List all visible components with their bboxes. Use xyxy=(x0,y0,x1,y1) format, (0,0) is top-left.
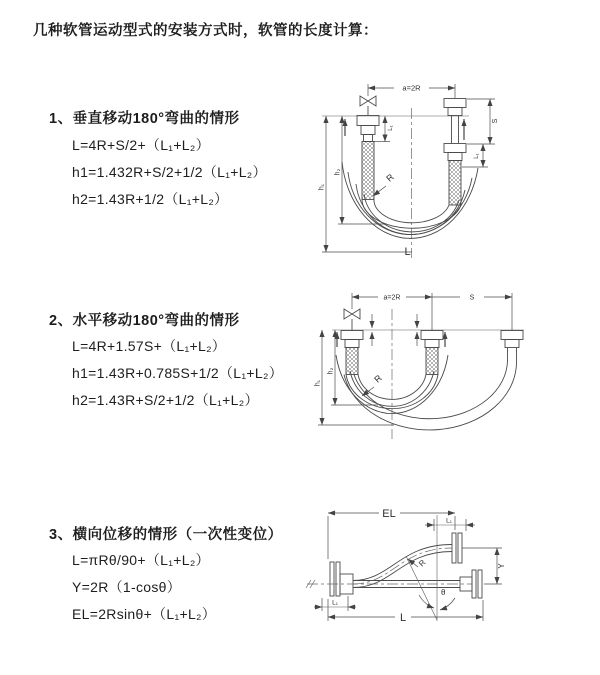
section-3-heading: 3、横向位移的情形（一次性变位） xyxy=(49,527,283,543)
angle-construction xyxy=(406,515,455,621)
dim-label-h2: h₂ xyxy=(334,168,342,176)
dimension-h1 xyxy=(315,330,395,425)
dim-label-l1-left: L₁ xyxy=(388,125,394,131)
formula-line: EL=2Rsinθ+（L₁+L₂） xyxy=(72,606,217,622)
dim-label-y: Y xyxy=(497,563,506,569)
valve-icon xyxy=(360,96,376,115)
section-1-heading: 1、垂直移动180°弯曲的情形 xyxy=(49,111,240,127)
dim-label-s: S xyxy=(469,294,475,302)
dim-label-l1-right: L₁ xyxy=(474,153,480,159)
diagram-vertical-180-bend xyxy=(312,72,584,264)
hose-end-right-displaced xyxy=(501,331,523,362)
dim-label-h1: h₁ xyxy=(314,379,322,387)
hose-braid xyxy=(362,142,374,200)
section-2-heading: 2、水平移动180°弯曲的情形 xyxy=(49,313,240,329)
dim-label-l: L xyxy=(399,612,407,624)
hose-end-right xyxy=(444,99,466,206)
hose-end-left xyxy=(357,116,379,200)
dim-label-a2r: a=2R xyxy=(402,83,421,93)
formula-line: h1=1.43R+0.785S+1/2（L₁+L₂） xyxy=(72,365,283,381)
diagram-horizontal-180-bend xyxy=(308,283,593,463)
valve-icon xyxy=(344,309,360,330)
dim-label-h1: h₁ xyxy=(318,183,326,191)
flange-left xyxy=(330,562,353,596)
dimension-l1-left xyxy=(314,596,356,611)
dimension-l1-left xyxy=(374,116,394,142)
dim-label-l1-top: L₁ xyxy=(446,517,452,525)
hose-braid xyxy=(346,348,358,375)
dim-label-l1-left: L₁ xyxy=(332,599,338,607)
dimension-a2r xyxy=(368,84,455,99)
dim-label-el: EL xyxy=(382,508,396,520)
dim-label-h2: h₂ xyxy=(327,367,335,375)
radius-callout xyxy=(362,373,384,396)
hose-end-middle xyxy=(421,331,443,375)
dim-label-s: S xyxy=(492,118,499,124)
dim-label-r: R xyxy=(384,171,396,184)
dimension-el xyxy=(328,508,455,559)
formula-line: L=4R+S/2+（L₁+L₂） xyxy=(72,137,210,153)
dim-label-r: R xyxy=(417,558,428,569)
formula-line: h2=1.43R+1/2（L₁+L₂） xyxy=(72,191,229,207)
hose-braid xyxy=(449,161,461,206)
dimension-y xyxy=(462,548,506,584)
hose-end-left xyxy=(341,331,363,375)
dimension-s xyxy=(432,293,512,330)
formula-line: L=πRθ/90+（L₁+L₂） xyxy=(72,552,210,568)
hose-braid xyxy=(426,348,438,375)
formula-line: h1=1.432R+S/2+1/2（L₁+L₂） xyxy=(72,164,267,180)
dim-label-l: L xyxy=(404,246,411,258)
dimension-l1-top xyxy=(425,518,475,532)
radius-callout xyxy=(373,172,396,196)
dim-label-r: R xyxy=(372,372,384,385)
dim-label-a2r: a=2R xyxy=(383,294,401,302)
flange-upper xyxy=(452,533,462,563)
formula-line: Y=2R（1-cosθ） xyxy=(72,579,182,595)
dim-label-theta: θ xyxy=(441,588,446,597)
formula-line: h2=1.43R+S/2+1/2（L₁+L₂） xyxy=(72,392,259,408)
dimension-s xyxy=(467,99,499,144)
formula-line: L=4R+1.57S+（L₁+L₂） xyxy=(72,338,227,354)
dimension-l xyxy=(328,599,483,624)
page-title: 几种软管运动型式的安装方式时，软管的长度计算： xyxy=(33,23,378,39)
diagram-lateral-displacement xyxy=(303,503,598,638)
